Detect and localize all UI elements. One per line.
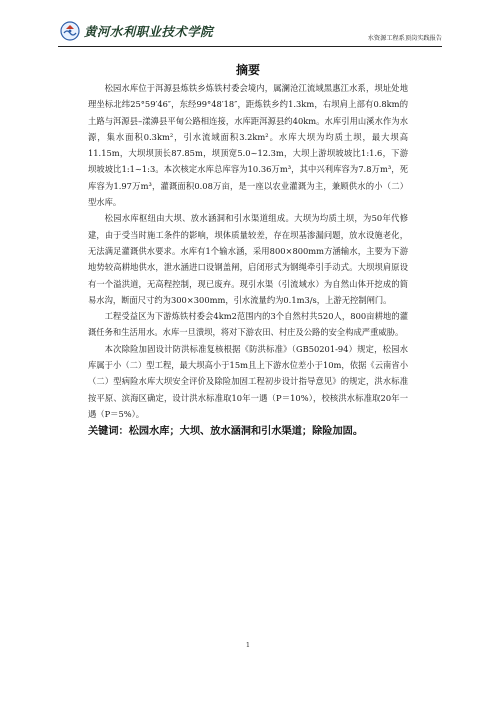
page-number: 1 xyxy=(245,641,251,649)
page-header xyxy=(58,20,442,47)
abstract-body xyxy=(88,80,408,440)
paragraph-benefit-area: 工程受益区为下游炼铁村委会4km2范围内的3个自然村共520人，800亩耕地的灌溉任务和生活用水。水库一旦溃坝，将对下游农田、村庄及公路的安全构成严重威胁。 xyxy=(88,311,408,338)
header-course-title: 水资源工程系顶岗实践报告 xyxy=(367,35,442,42)
paragraph-flood-standard: 本次除险加固设计防洪标准复核根据《防洪标准》（GB50201-94）规定，松园水库属于小（二）型工程，最大坝高小于15m且上下游水位差小于10m，依据《云南省小（二）型病险水库大坝安全评价及除险加固工程初步设计指导意见》的规定，洪水标准按平原、滨海区确定，设计洪水标准取10年一遇（P＝10%），校核洪水标准取20年一遇（P＝5%）。 xyxy=(88,343,408,419)
keywords: 关键词：松园水库；大坝、放水涵洞和引水渠道；除险加固。 xyxy=(88,426,364,438)
school-name: 黄河水利职业技术学院 xyxy=(84,24,214,39)
paragraph-hub-structure: 松园水库枢纽由大坝、放水涵洞和引水渠道组成。大坝为均质土坝，为50年代修建，由于受当时施工条件的影响，坝体质量较差，存在坝基渗漏问题，放水设施老化，无法满足灌溉供水要求。水库有1个输水涵，采用800×800mm方涵输水，主要为下游地势较高耕地供水，泄水涵进口设钢盖闸，启闭形式为钢绳牵引手动式。大坝坝肩原设有一个溢洪道，无高程控制，现已废弃。现引水渠（引流域水）为自然山体开挖成的简易水沟，断面尺寸约为300×300mm，引水流量约为0.1m3/s，上游无控制闸门。 xyxy=(88,213,408,305)
paragraph-reservoir-overview: 松园水库位于洱源县炼铁乡炼铁村委会境内，属澜沧江流域黑惠江水系，坝址处地理坐标北纬25°59′46″，东经99°48′18″，距炼铁乡约1.3km，右坝肩上部有0.8km的土路与洱源县–漾濞县平甸公路相连接，水库距洱源县约40km。水库引用山溪水作为水源，集水面积0.3km²，引水流域面积3.2km²。水库大坝为均质土坝，最大坝高11.15m，大坝坝顶长87.85m，坝顶宽5.0~12.3m，大坝上游坝坡坡比1:1.6，下游坝坡坡比1:1~1:3。本次核定水库总库容为10.36万m³，其中兴利库容为7.8万m³，死库容为1.97万m³，灌溉面积0.08万亩，是一座以农业灌溉为主，兼顾供水的小（二）型水库。 xyxy=(88,83,408,208)
school-logo-icon xyxy=(60,21,80,41)
abstract-title: 摘要 xyxy=(235,63,260,77)
